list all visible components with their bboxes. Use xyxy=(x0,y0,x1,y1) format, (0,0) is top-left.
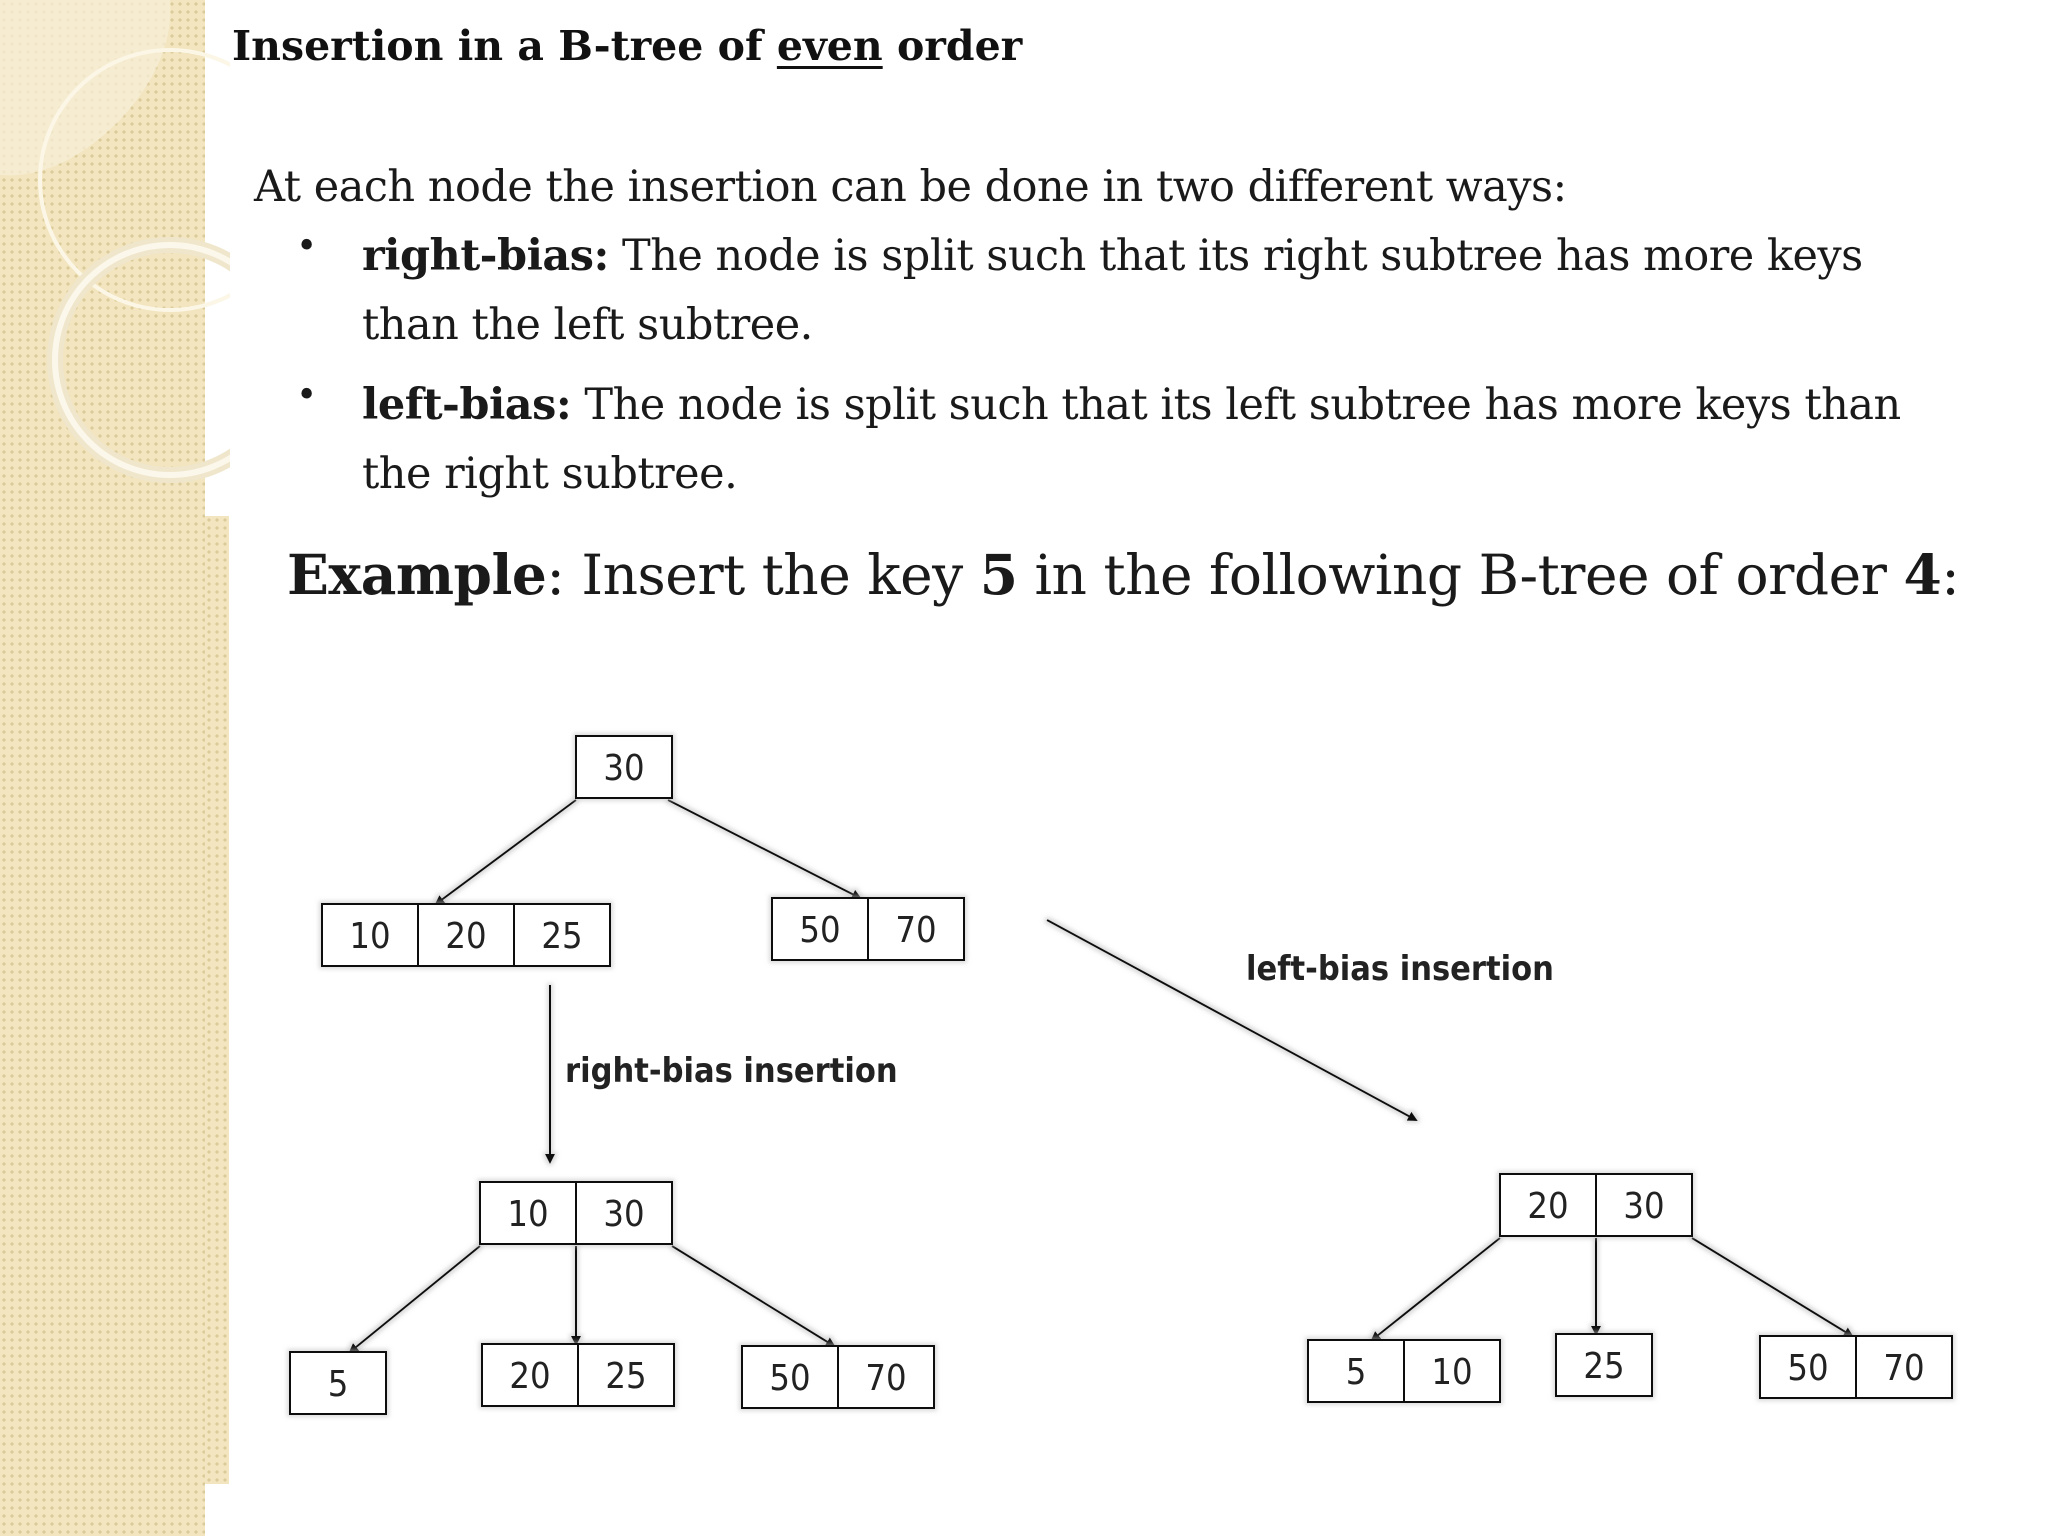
node-key: 30 xyxy=(603,1194,645,1235)
bullet-icon: • xyxy=(296,226,318,267)
original-root-node xyxy=(576,736,672,798)
node-key: 50 xyxy=(769,1358,811,1399)
node-key: 20 xyxy=(1527,1186,1569,1227)
node-key: 10 xyxy=(349,916,391,957)
node-key: 70 xyxy=(865,1358,907,1399)
bias-list xyxy=(254,222,1901,520)
node-key: 30 xyxy=(1623,1186,1665,1227)
left-bias-edge xyxy=(1692,1238,1852,1336)
node-key: 5 xyxy=(1345,1352,1367,1393)
left-bias-child-node xyxy=(1556,1334,1652,1396)
bias-item-left xyxy=(254,371,1901,509)
node-key: 25 xyxy=(1583,1346,1625,1387)
right-bias-edge xyxy=(672,1246,834,1346)
bias-description-continued: than the left subtree. xyxy=(362,300,813,350)
left-bias-label: left-bias insertion xyxy=(1246,949,1554,989)
right-bias-root-node xyxy=(480,1182,672,1244)
node-key: 25 xyxy=(541,916,583,957)
left-bias-root-node xyxy=(1500,1174,1692,1236)
bias-description: The node is split such that its left subtree has more keys than xyxy=(571,380,1901,430)
right-bias-child-node xyxy=(482,1344,674,1406)
node-key: 50 xyxy=(799,910,841,951)
bias-term: right-bias: xyxy=(362,231,609,281)
node-key: 20 xyxy=(509,1356,551,1397)
edge-root-to-left xyxy=(436,800,576,904)
node-key: 50 xyxy=(1787,1348,1829,1389)
bias-description-continued: the right subtree. xyxy=(362,449,738,499)
bias-item-right xyxy=(254,222,1901,360)
bullet-icon: • xyxy=(296,375,318,416)
left-bias-child-node xyxy=(1308,1340,1500,1402)
right-bias-child-node xyxy=(290,1352,386,1414)
node-key: 5 xyxy=(327,1364,349,1405)
bias-description: The node is split such that its right subtree has more keys xyxy=(608,231,1863,281)
btree-diagram xyxy=(260,700,1990,1460)
node-key: 25 xyxy=(605,1356,647,1397)
right-bias-child-node xyxy=(742,1346,934,1408)
intro-text: At each node the insertion can be done in two different ways: xyxy=(254,162,1567,212)
tree-nodes xyxy=(290,736,1952,1414)
node-key: 70 xyxy=(895,910,937,951)
decorative-rings xyxy=(0,0,230,520)
right-bias-label: right-bias insertion xyxy=(565,1051,898,1091)
example-statement: Example: Insert the key 5 in the following B-tree of order 4: xyxy=(287,542,1960,607)
node-key: 70 xyxy=(1883,1348,1925,1389)
original-left-node xyxy=(322,904,610,966)
slide-heading: Insertion in a B-tree of even order xyxy=(232,22,1023,70)
node-key: 10 xyxy=(507,1194,549,1235)
node-key: 30 xyxy=(603,748,645,789)
right-bias-edge xyxy=(350,1246,480,1352)
sidebar-notch xyxy=(205,516,229,1484)
original-right-node xyxy=(772,898,964,960)
edge-root-to-right xyxy=(668,800,860,898)
node-key: 20 xyxy=(445,916,487,957)
left-bias-edge xyxy=(1372,1238,1500,1340)
bias-term: left-bias: xyxy=(362,380,572,430)
node-key: 10 xyxy=(1431,1352,1473,1393)
left-bias-child-node xyxy=(1760,1336,1952,1398)
